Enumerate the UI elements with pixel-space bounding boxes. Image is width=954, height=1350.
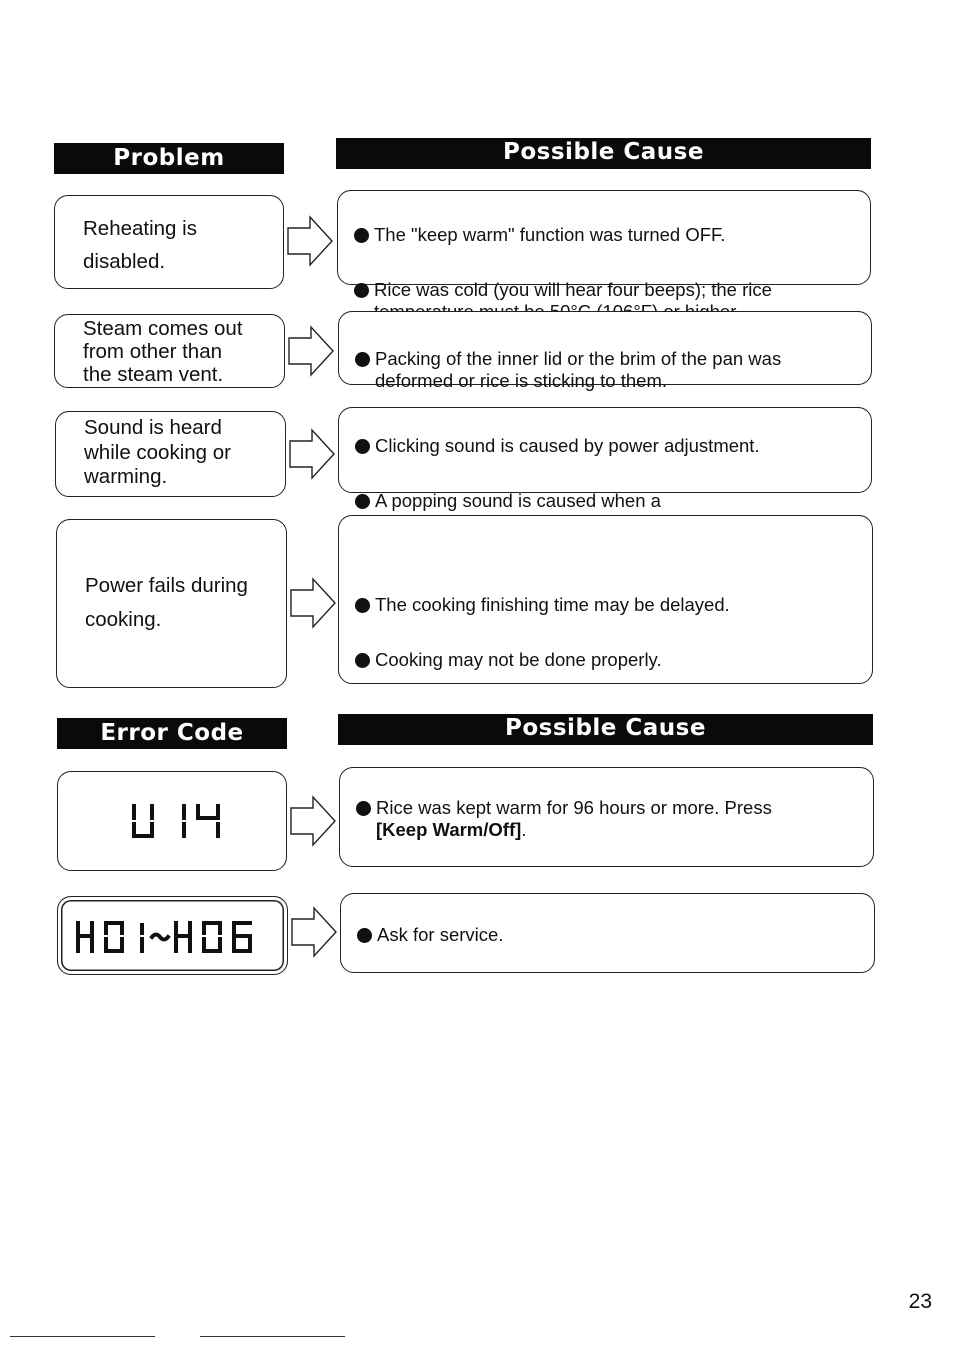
cause-item: Ask for service. (357, 924, 503, 946)
keep-warm-off-label: [Keep Warm/Off] (376, 819, 522, 840)
cause-box-u14 (339, 767, 874, 867)
cause-box-steam (338, 311, 872, 391)
error-code-header: Error Code (57, 718, 287, 749)
footer-rule (200, 1336, 345, 1337)
cause-item (356, 797, 836, 841)
cause-item: Cooking may not be done properly. (355, 649, 730, 671)
cause-list (356, 797, 836, 841)
problem-text: Sound is heard while cooking or warming. (84, 416, 231, 488)
page-number: 23 (908, 1290, 932, 1313)
arrow-right-icon (287, 794, 339, 848)
problem-box-steam (54, 314, 285, 388)
possible-cause-header: Possible Cause (336, 138, 871, 169)
arrow-right-icon (288, 905, 340, 959)
error-code-text (58, 897, 59, 898)
cause-box-h01-h06 (340, 893, 875, 973)
problem-text: Steam comes out from other than the steam vent. (83, 317, 243, 386)
cause-text: Rice was kept warm for 96 hours or more. Press (376, 797, 772, 818)
cause-end: . (521, 819, 527, 840)
cause-box-reheating (337, 190, 871, 300)
possible-cause-header-2: Possible Cause (338, 714, 873, 745)
cause-list (357, 924, 503, 946)
cause-item: The cooking finishing time may be delayed. (355, 594, 730, 616)
cause-box-power-fail (338, 515, 873, 684)
problem-text: Power fails during cooking. (85, 574, 248, 631)
cause-item: Clicking sound is caused by power adjustment. (355, 435, 760, 457)
arrow-right-icon (286, 427, 338, 481)
problem-box-reheating (54, 195, 284, 289)
cause-item: Packing of the inner lid or the brim of the pan was deformed or rice is sticking to them. (355, 348, 781, 392)
cause-item: The "keep warm" function was turned OFF. (354, 224, 772, 246)
lcd-code-u14-icon (128, 802, 228, 842)
arrow-right-icon (284, 214, 336, 268)
problem-text: Reheating is disabled. (83, 217, 197, 273)
arrow-right-icon (287, 576, 339, 630)
error-code-box-u14 (57, 771, 287, 871)
error-code-box-h01-h06 (57, 896, 288, 975)
cause-item: A popping sound is caused when a (355, 490, 760, 534)
cause-box-sound (338, 407, 872, 511)
cause-list (355, 572, 730, 693)
footer-rule (10, 1336, 155, 1337)
arrow-right-icon (285, 324, 337, 378)
cause-list (355, 326, 781, 414)
cause-item: Rice was cold (you will hear four beeps); the rice (354, 279, 772, 323)
problem-box-power-fail (56, 519, 287, 688)
problem-header: Problem (54, 143, 284, 174)
error-code-text (58, 772, 59, 773)
problem-box-sound (55, 411, 286, 497)
lcd-code-h01-h06-icon (74, 919, 274, 955)
